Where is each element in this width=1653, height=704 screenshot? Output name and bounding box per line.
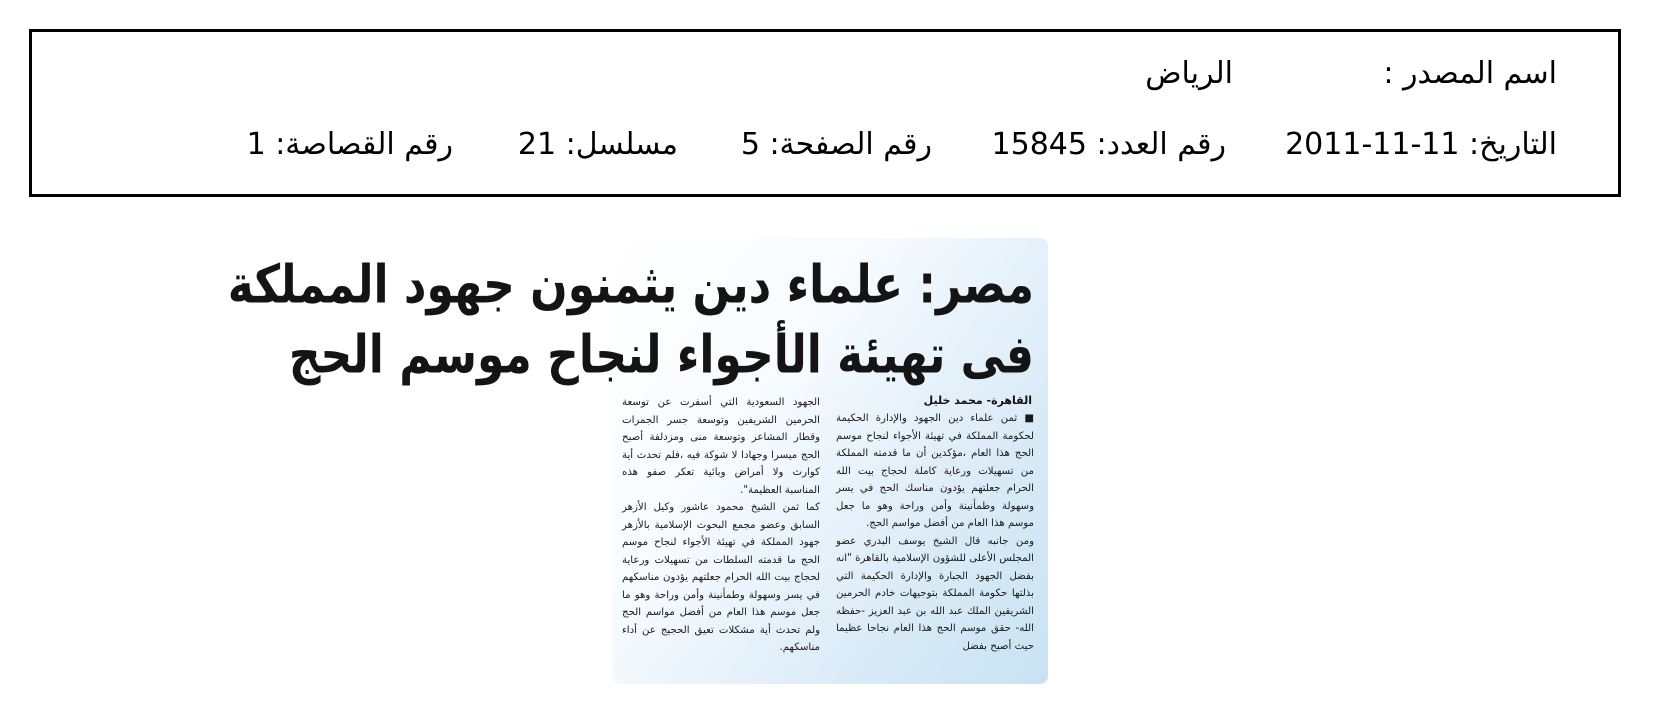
page-number-field: رقم الصفحة: 5 bbox=[740, 127, 932, 162]
newspaper-clipping bbox=[227, 238, 1048, 684]
headline-line-1: مصر: علماء دين يثمنون جهود المملكة bbox=[227, 254, 1034, 316]
article-paragraph: الجهود السعودية التي أسفرت عن توسعة الحرمين الشريفين وتوسعة جسر الجمرات وقطار المشاعر وتوسعة منى ومزدلفة أصبح الحج ميسرا وجهادا لا شوكة فيه ،فلم تحدث أية كوارث ولا أمراض وبائية تعكر صفو هذه المناسبة العظيمة". bbox=[622, 397, 820, 496]
article-column-left bbox=[622, 394, 820, 657]
source-label: اسم المصدر : bbox=[1383, 56, 1557, 91]
article-paragraph: ■ ثمن علماء دين الجهود والإدارة الحكيمة لحكومة المملكة في تهيئة الأجواء لنجاح موسم الحج هذا العام ،مؤكدين أن ما قدمته المملكة من تسهيلات ورعاية كاملة لحجاج بيت الله الحرام جعلتهم يؤدون مناسك الحج في يسر وسهولة وطمأنينة وأمن وراحة وهو ما جعل موسم هذا العام من أفضل مواسم الحج. bbox=[836, 413, 1034, 529]
byline: القاهرة- محمد خليل bbox=[923, 394, 1032, 407]
article-paragraph: ومن جانبه قال الشيخ يوسف البدري عضو المجلس الأعلى للشؤون الإسلامية بالقاهرة "انه بفضل الجهود الجبارة والإدارة الحكيمة التي بذلتها حكومة المملكة بتوجيهات خادم الحرمين الشريفين الملك عبد الله بن عبد العزيز -حفظه الله- حقق موسم الحج هذا العام نجاحا عظيما حيث أصبح بفضل bbox=[836, 535, 1034, 652]
article-paragraph: كما ثمن الشيخ محمود عاشور وكيل الأزهر السابق وعضو مجمع البحوث الإسلامية بالأزهر جهود المملكة في تهيئة الأجواء لنجاح موسم الحج ما قدمته السلطات من تسهيلات ورعاية لحجاج بيت الله الحرام جعلتهم يؤدون مناسكهم في يسر وسهولة وطمأنينة وأمن وراحة وهو ما جعل موسم هذا العام من أفضل مواسم الحج ولم تحدث أية مشكلات تعيق الحجيج عن أداء مناسكهم. bbox=[622, 502, 820, 653]
issue-number-field: رقم العدد: 15845 bbox=[991, 127, 1226, 162]
date-field: التاريخ: 11-11-2011 bbox=[1285, 127, 1557, 162]
article-column-right bbox=[836, 410, 1034, 655]
header-box bbox=[29, 29, 1621, 197]
headline-line-2: فى تهيئة الأجواء لنجاح موسم الحج bbox=[288, 324, 1034, 386]
clip-number-field: رقم القصاصة: 1 bbox=[246, 127, 453, 162]
source-value: الرياض bbox=[1145, 56, 1233, 91]
serial-field: مسلسل: 21 bbox=[517, 127, 678, 162]
